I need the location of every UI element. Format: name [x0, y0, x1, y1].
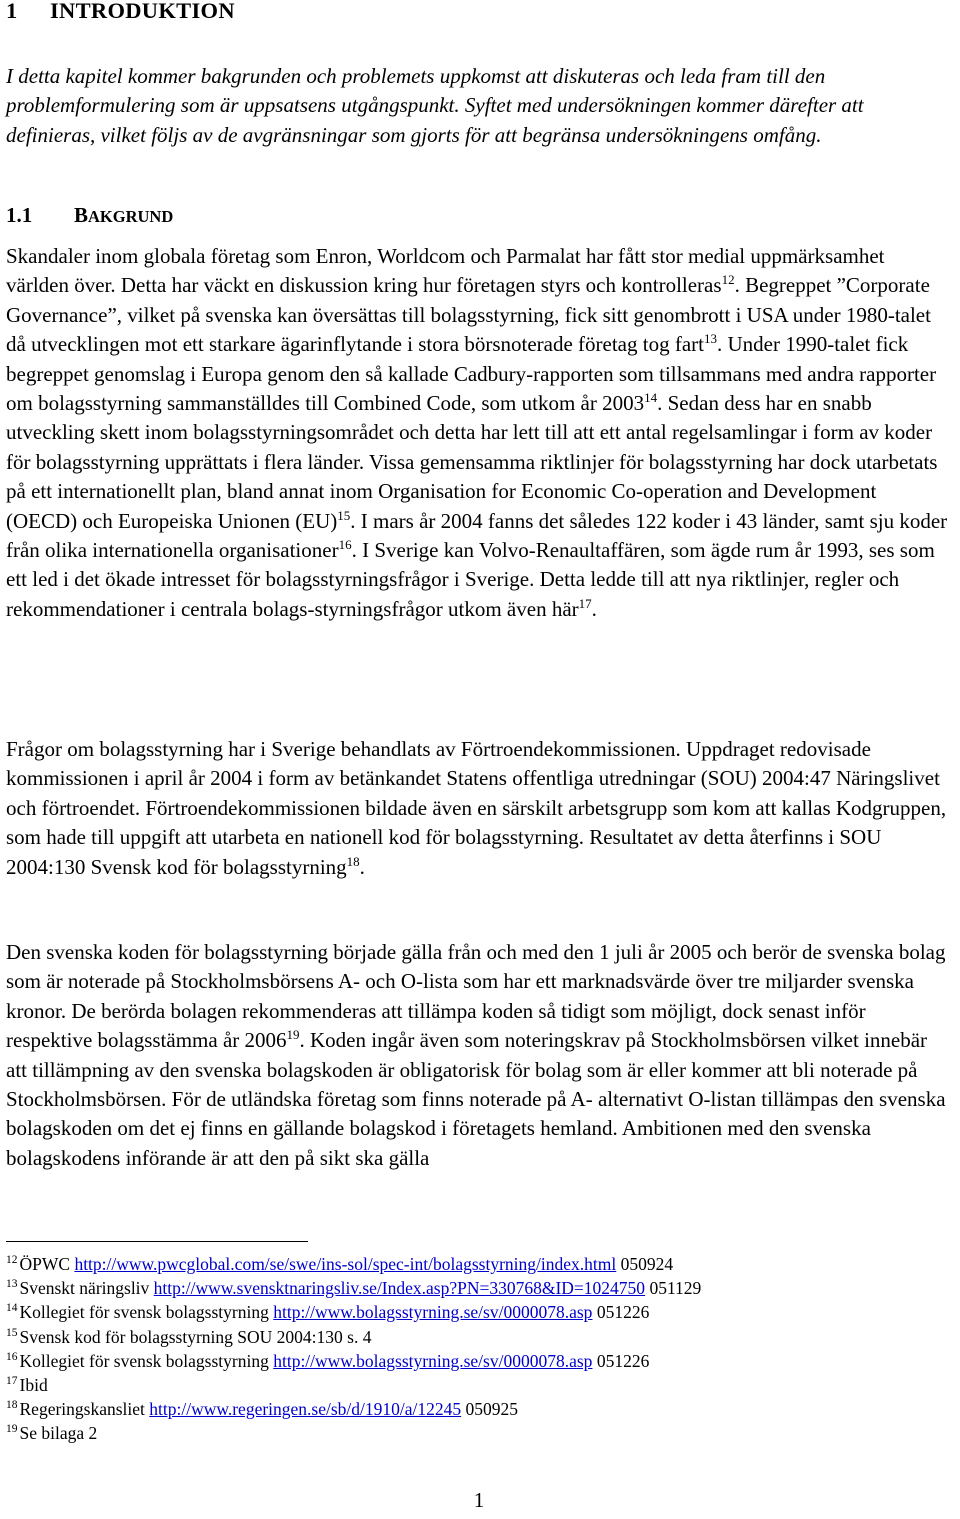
footnote-link[interactable]: http://www.bolagsstyrning.se/sv/0000078.asp	[273, 1302, 593, 1323]
footnote-text: ÖPWC	[19, 1254, 75, 1274]
footnote-link[interactable]: http://www.regeringen.se/sb/d/1910/a/12245	[149, 1399, 462, 1420]
text-run: . Begreppet ”Corporate Governance”, vilket på svenska kan översättas till bolagsstyrning, fick sitt genombrott i USA under 1980-talet då utvecklingen mot ett starkare ägarinflytande i stora börsnoterade företag tog fart	[6, 273, 931, 357]
footnote-date: 050925	[461, 1399, 519, 1420]
text-run: . I mars år 2004 fanns det således 122 koder i 43 länder, samt sju koder från olika internationella organisationer	[6, 508, 948, 563]
text-run: Frågor om bolagsstyrning har i Sverige behandlats av Förtroendekommissionen. Uppdraget redovisade kommissionen i april år 2004 i form av betänkandet Statens offentliga utredningar (SOU) 2004:47 Näringslivet och förtroendet. Förtroendekommissionen bildade även en särskilt arbetsgrupp som kom att kallas Kodgruppen, som hade till uppgift att utarbeta en nationell kod för bolagsstyrning. Resultatet av detta återfinns i SOU 2004:130 Svensk kod för bolagsstyrning	[6, 737, 947, 879]
footnote	[6, 1349, 952, 1373]
footnote-date: 051129	[645, 1278, 702, 1299]
footnote	[6, 1252, 952, 1276]
footnote	[6, 1325, 952, 1349]
footnote-ref[interactable]: 18	[346, 853, 360, 869]
footnote-ref[interactable]: 19	[286, 1027, 300, 1043]
text-run: Den svenska koden för bolagsstyrning började gälla från och med den 1 juli år 2005 och berör de svenska bolag som är noterade på Stockholmsbörsens A- och O-lista som har ett marknadsvärde över tre miljarder svenska kronor. De berörda bolagen rekommenderas att tillämpa koden så tidigt som möjligt, dock senast inför respektive bolagsstämma år 2006	[6, 940, 946, 1053]
chapter-intro: I detta kapitel kommer bakgrunden och problemets uppkomst att diskuteras och leda fram till den problemformulering som är uppsatsens utgångspunkt. Syftet med undersökningen kommer därefter att definieras, vilket följs av de avgränsningar som gjorts för att begränsa undersökningens omfång.	[6, 64, 864, 147]
text-run: . Sedan dess har en snabb utveckling skett inom bolagsstyrningsområdet och detta har lett till att ett antal regelsamlingar i form av koder för bolagsstyrning upprättats i flera länder. Vissa gemensamma riktlinjer för bolagsstyrning har dock utarbetats på ett internationellt plan, bland annat inom Organisation for Economic Co-operation and Development (OECD) och Europeiska Unionen (EU)	[6, 391, 938, 533]
text-run: .	[359, 854, 365, 879]
footnote-number: 18	[6, 1399, 18, 1412]
section-number: 1.1	[6, 203, 33, 227]
footnote-ref[interactable]: 12	[721, 272, 735, 288]
footnote	[6, 1397, 952, 1421]
text-run: . Under 1990-talet fick begreppet genomslag i Europa genom den så kallade Cadbury-rapporten som tillsammans med andra rapporter om bolagsstyrning sammanställdes till Combined Code, som utkom år 2003	[6, 332, 937, 416]
text-run: . Koden ingår även som noteringskrav på Stockholmsbörsen vilket innebär att tillämpning av den svenska bolagskoden är obligatorisk för bolag som är eller kommer att bli noterade på Stockholmsbörsen. För de utländska företag som finns noterade på A- alternativt O-listan tillämpas den svenska bolagskoden om det ej finns en gällande bolagskod i företagets hemland. Ambitionen med den svenska bolagskodens införande är att den på sikt ska gälla	[6, 1028, 946, 1170]
chapter-heading	[6, 0, 235, 24]
footnote-ref[interactable]: 17	[578, 595, 592, 611]
footnote-link[interactable]: http://www.svensktnaringsliv.se/Index.asp?PN=330768&ID=1024750	[153, 1278, 646, 1299]
chapter-title: INTRODUKTION	[50, 0, 235, 23]
footnote-ref[interactable]: 13	[703, 331, 717, 347]
footnote	[6, 1300, 952, 1324]
footnote-number: 15	[6, 1326, 18, 1339]
footnote-number: 16	[6, 1350, 18, 1363]
paragraph-fortroendekommissionen	[6, 735, 952, 882]
footnote-text: Svensk kod för bolagsstyrning SOU 2004:130 s. 4	[19, 1326, 372, 1347]
section-title-rest: AKGRUND	[88, 207, 174, 226]
footnote-text: Svenskt näringsliv	[19, 1278, 154, 1299]
paragraph-background	[6, 242, 952, 624]
footnote-link[interactable]: http://www.bolagsstyrning.se/sv/0000078.asp	[273, 1350, 593, 1371]
section-title-initial: B	[74, 203, 89, 227]
page-number: 1	[473, 1488, 485, 1512]
text-run: . I Sverige kan Volvo-Renaultaffären, som ägde rum år 1993, ses som ett led i det ökade intresset för bolagsstyrningsfrågor i Sverige. Detta ledde till att nya riktlinjer, regler och rekommendationer i centrala bolags-styrningsfrågor utkom även här	[6, 538, 935, 621]
footnote-text: Regeringskansliet	[19, 1399, 150, 1420]
footnote-text: Kollegiet för svensk bolagsstyrning	[19, 1350, 274, 1371]
paragraph-svenska-koden	[6, 938, 952, 1173]
text-run: .	[591, 596, 597, 621]
footnote-date: 050924	[616, 1254, 674, 1274]
footnote	[6, 1421, 952, 1445]
footnote-ref[interactable]: 16	[338, 537, 352, 553]
footnote	[6, 1373, 952, 1397]
footnote-text: Se bilaga 2	[19, 1423, 98, 1444]
text-run: Skandaler inom globala företag som Enron, Worldcom och Parmalat har fått stor medial uppmärksamhet världen över. Detta har väckt en diskussion kring hur företagen styrs och kontrolleras	[6, 244, 885, 298]
footnote-number: 14	[6, 1302, 18, 1315]
chapter-number: 1	[6, 0, 18, 23]
footnote-list	[6, 1252, 952, 1446]
footnote-number: 17	[6, 1375, 18, 1388]
footnote	[6, 1276, 952, 1300]
section-heading	[6, 203, 173, 228]
footnote-divider	[6, 1241, 308, 1242]
footnote-ref[interactable]: 15	[337, 507, 351, 523]
footnote-ref[interactable]: 14	[644, 390, 658, 406]
footnote-date: 051226	[592, 1350, 650, 1371]
footnote-text: Kollegiet för svensk bolagsstyrning	[19, 1302, 274, 1323]
footnote-link[interactable]: http://www.pwcglobal.com/se/swe/ins-sol/spec-int/bolagsstyrning/index.html	[74, 1254, 617, 1274]
footnote-number: 19	[6, 1423, 18, 1436]
footnote-text: Ibid	[19, 1375, 48, 1396]
footnote-date: 051226	[592, 1302, 650, 1323]
footnote-number: 13	[6, 1278, 18, 1291]
footnote-number: 12	[6, 1254, 18, 1266]
